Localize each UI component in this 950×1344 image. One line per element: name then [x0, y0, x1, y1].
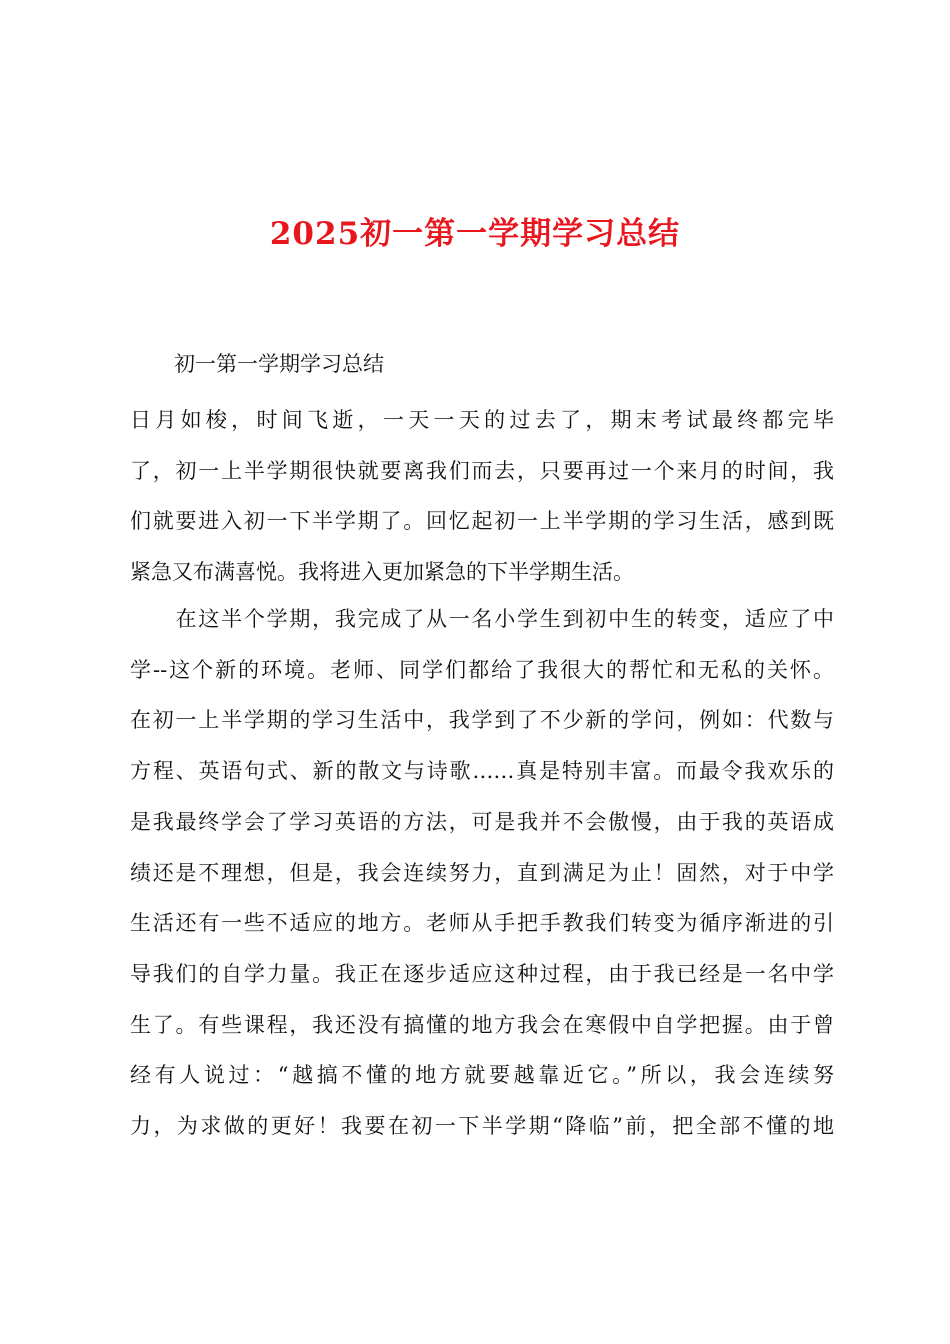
- paragraph-line: 紧急又布满喜悦。我将进入更加紧急的下半学期生活。: [130, 560, 634, 585]
- paragraph-line: 日月如梭，时间飞逝，一天一天的过去了，期末考试最终都完毕: [130, 408, 834, 432]
- paragraph-line: 力，为求做的更好！我要在初一下半学期“降临”前，把全部不懂的地: [130, 1114, 834, 1139]
- paragraph-line: 是我最终学会了学习英语的方法，可是我并不会傲慢，由于我的英语成: [130, 809, 834, 834]
- paragraph-line: 方程、英语句式、新的散文与诗歌……真是特别丰富。而最令我欢乐的: [130, 759, 834, 784]
- paragraph-line: 们就要进入初一下半学期了。回忆起初一上半学期的学习生活，感到既: [130, 509, 834, 534]
- paragraph-1: [130, 395, 834, 598]
- paragraph-line: 绩还是不理想，但是，我会连续努力，直到满足为止！固然，对于中学: [130, 860, 834, 885]
- paragraph-line: 生了。有些课程，我还没有搞懂的地方我会在寒假中自学把握。由于曾: [130, 1012, 834, 1037]
- paragraph-line: 导我们的自学力量。我正在逐步适应这种过程，由于我已经是一名中学: [130, 961, 834, 986]
- document-subtitle: 初一第一学期学习总结: [174, 352, 384, 376]
- paragraph-line: 生活还有一些不适应的地方。老师从手把手教我们转变为循序渐进的引: [130, 911, 834, 936]
- document-title: 2025初一第一学期学习总结: [269, 216, 681, 252]
- paragraph-line: 学--这个新的环境。老师、同学们都给了我很大的帮忙和无私的关怀。: [130, 657, 834, 682]
- paragraph-line: 经有人说过：“越搞不懂的地方就要越靠近它。”所以，我会连续努: [130, 1063, 834, 1088]
- paragraph-line: 在初一上半学期的学习生活中，我学到了不少新的学问，例如：代数与: [130, 708, 834, 733]
- paragraph-line: 了，初一上半学期很快就要离我们而去，只要再过一个来月的时间，我: [130, 458, 834, 483]
- paragraph-2: [130, 594, 834, 1152]
- paragraph-line: 在这半个学期，我完成了从一名小学生到初中生的转变，适应了中: [130, 607, 834, 631]
